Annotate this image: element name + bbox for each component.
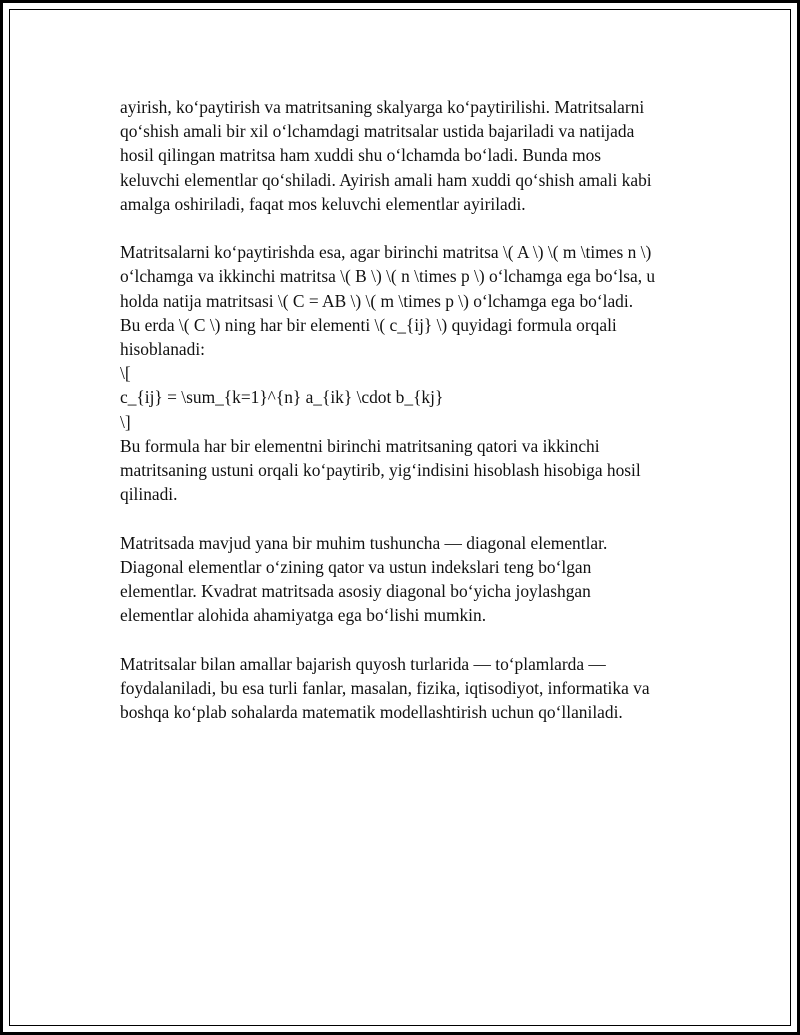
text-line: boshqa ko‘plab sohalarda matematik modellashtirish uchun qo‘llaniladi.: [120, 702, 623, 723]
text-line: ayirish, ko‘paytirish va matritsaning skalyarga ko‘paytirilishi. Matritsalarni: [120, 97, 645, 117]
text-line: Matritsalarni ko‘paytirishda esa, agar birinchi matritsa \( A \) \( m \times n \): [120, 242, 652, 263]
formula-open-delimiter: \[: [120, 363, 131, 384]
text-line: qilinadi.: [120, 484, 178, 505]
text-line: o‘lchamga va ikkinchi matritsa \( B \) \( n \times p \) o‘lchamga ega bo‘lsa, u: [120, 266, 656, 287]
text-line: Bu formula har bir elementni birinchi matritsaning qatori va ikkinchi: [120, 435, 600, 456]
text-line: hisoblanadi:: [120, 339, 206, 360]
text-line: Matritsada mavjud yana bir muhim tushuncha — diagonal elementlar.: [120, 532, 608, 553]
text-line: matritsaning ustuni orqali ko‘paytirib, yig‘indisini hisoblash hisobiga hosil: [120, 460, 641, 481]
text-line: amalga oshiriladi, faqat mos keluvchi elementlar ayiriladi.: [120, 193, 526, 214]
formula-line: c_{ij} = \sum_{k=1}^{n} a_{ik} \cdot b_{kj}: [120, 387, 444, 408]
formula-close-delimiter: \]: [120, 411, 131, 432]
text-line: qo‘shish amali bir xil o‘lchamdagi matritsalar ustida bajariladi va natijada: [120, 121, 635, 142]
text-line: elementlar. Kvadrat matritsada asosiy diagonal bo‘yicha joylashgan: [120, 581, 591, 602]
paragraph-matrix-multiplication: [120, 240, 700, 506]
text-line: hosil qilingan matritsa ham xuddi shu o‘lchamda bo‘ladi. Bunda mos: [120, 145, 602, 166]
text-line: elementlar alohida ahamiyatga ega bo‘lishi mumkin.: [120, 605, 487, 626]
document-body: [120, 95, 700, 748]
text-line: Bu erda \( C \) ning har bir elementi \( c_{ij} \) quyidagi formula orqali: [120, 314, 617, 335]
paragraph-diagonal-elements: [120, 531, 700, 628]
text-line: holda natija matritsasi \( C = AB \) \( m \times p \) o‘lchamga ega bo‘ladi.: [120, 290, 634, 311]
text-line: keluvchi elementlar qo‘shiladi. Ayirish amali ham xuddi qo‘shish amali kabi: [120, 169, 652, 190]
text-line: Diagonal elementlar o‘zining qator va ustun indekslari teng bo‘lgan: [120, 556, 592, 577]
text-line: Matritsalar bilan amallar bajarish quyosh turlarida — to‘plamlarda —: [120, 653, 606, 674]
paragraph-applications: [120, 652, 700, 725]
paragraph-matrix-addition: [120, 95, 700, 216]
text-line: foydalaniladi, bu esa turli fanlar, masalan, fizika, iqtisodiyot, informatika va: [120, 677, 650, 698]
